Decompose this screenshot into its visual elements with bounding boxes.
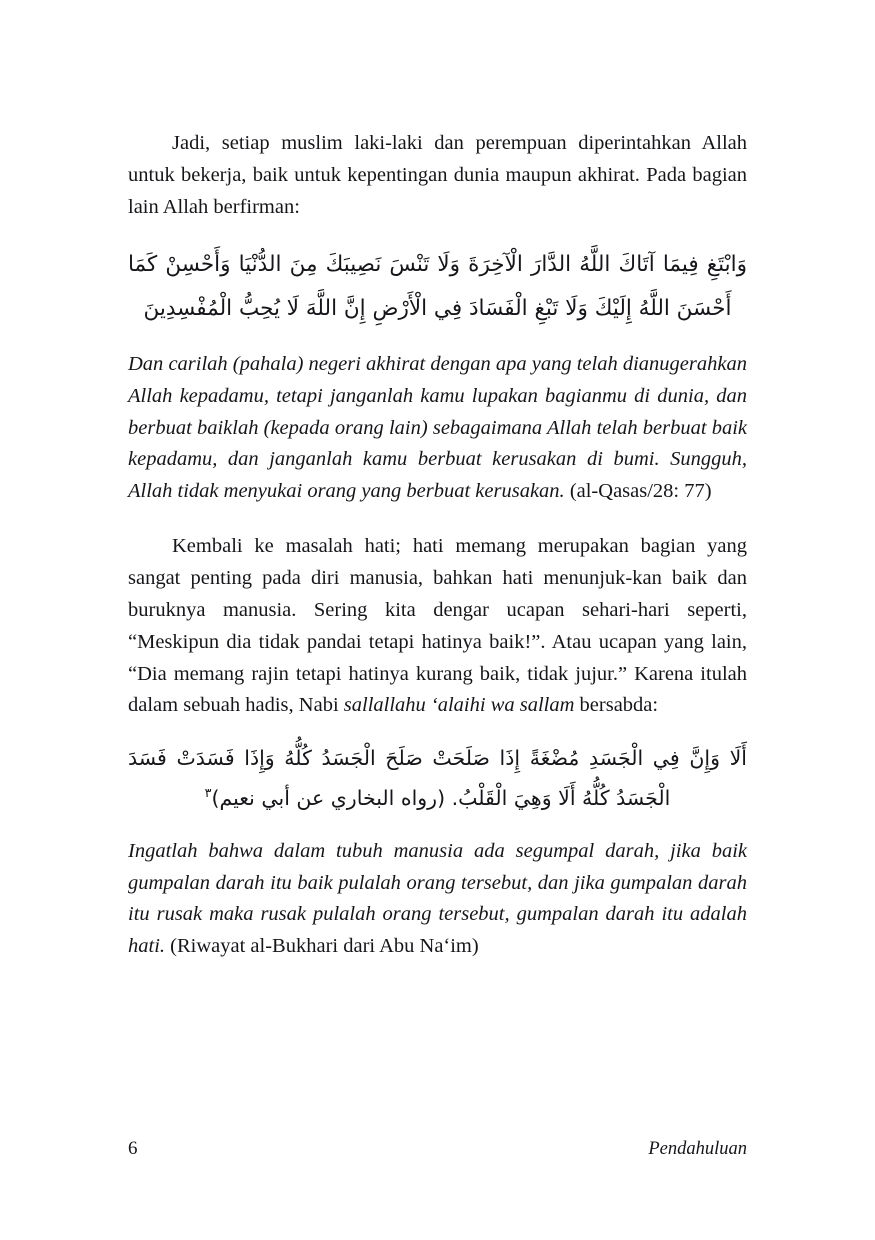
page-content [128,128,747,963]
paragraph-heart-part1: Kembali ke masalah hati; hati memang merupakan bagian yang sangat penting pada diri manusia, bahkan hati menunjuk-kan baik dan buruknya manusia. Sering kita dengar ucapan sehari-hari seperti, “Meskipun dia tidak pandai tetapi hatinya baik!”. Atau ucapan yang lain, “Dia memang rajin tetapi hatinya kurang baik, tidak jujur.” Karena itulah dalam sebuah hadis, Nabi [128,535,747,717]
quran-translation-block [128,349,747,507]
paragraph-heart-part2: bersabda: [574,694,659,717]
quran-reference: (al-Qasas/28: 77) [569,479,712,502]
hadith-reference: (Riwayat al-Bukhari dari Abu Na‘im) [170,934,479,957]
footnote-marker: ٣ [204,785,212,801]
paragraph-heart [128,531,747,722]
spacer [128,515,747,531]
running-head: Pendahuluan [648,1139,747,1159]
page-footer [128,1138,747,1160]
hadith-arabic-block [128,738,747,818]
hadith-arabic-text: أَلَا وَإِنَّ فِي الْجَسَدِ مُضْغَةً إِذَا صَلَحَتْ صَلَحَ الْجَسَدُ كُلُّهُ وَإِذَا فَسَدَتْ فَسَدَ الْجَسَدُ كُلُّهُ أَلَا وَهِيَ الْقَلْبُ. (رواه البخاري عن أبي نعيم) [128,746,747,811]
paragraph-intro: Jadi, setiap muslim laki-laki dan perempuan diperintahkan Allah untuk bekerja, baik untuk kepentingan dunia maupun akhirat. Pada bagian lain Allah berfirman: [128,132,747,218]
hadith-translation-block [128,836,747,962]
quran-translation-text: Dan carilah (pahala) negeri akhirat dengan apa yang telah dianugerahkan Allah kepadamu, tetapi janganlah kamu lupakan bagianmu di dunia, dan berbuat baiklah (kepada orang lain) sebagaimana Allah telah berbuat baik kepadamu, dan janganlah kamu berbuat kerusakan di bumi. Sungguh, Allah tidak menyukai orang yang berbuat kerusakan. [128,353,747,502]
hadith-translation-text: Ingatlah bahwa dalam tubuh manusia ada segumpal darah, jika baik gumpalan darah itu baik pulalah orang tersebut, dan jika gumpalan darah itu rusak maka rusak pulalah orang tersebut, gumpalan darah itu adalah hati. [128,840,747,957]
quran-verse-arabic: وَابْتَغِ فِيمَا آتَاكَ اللَّهُ الدَّارَ الْآخِرَةَ وَلَا تَنْسَ نَصِيبَكَ مِنَ الدُّنْيَا وَأَحْسِنْ كَمَا أَحْسَنَ اللَّهُ إِلَيْكَ وَلَا تَبْغِ الْفَسَادَ فِي الْأَرْضِ إِنَّ اللَّهَ لَا يُحِبُّ الْمُفْسِدِينَ [128,252,747,322]
page-number: 6 [128,1138,138,1159]
paragraph-heart-arabic-phrase: sallallahu ‘alaihi wa sallam [343,694,575,717]
